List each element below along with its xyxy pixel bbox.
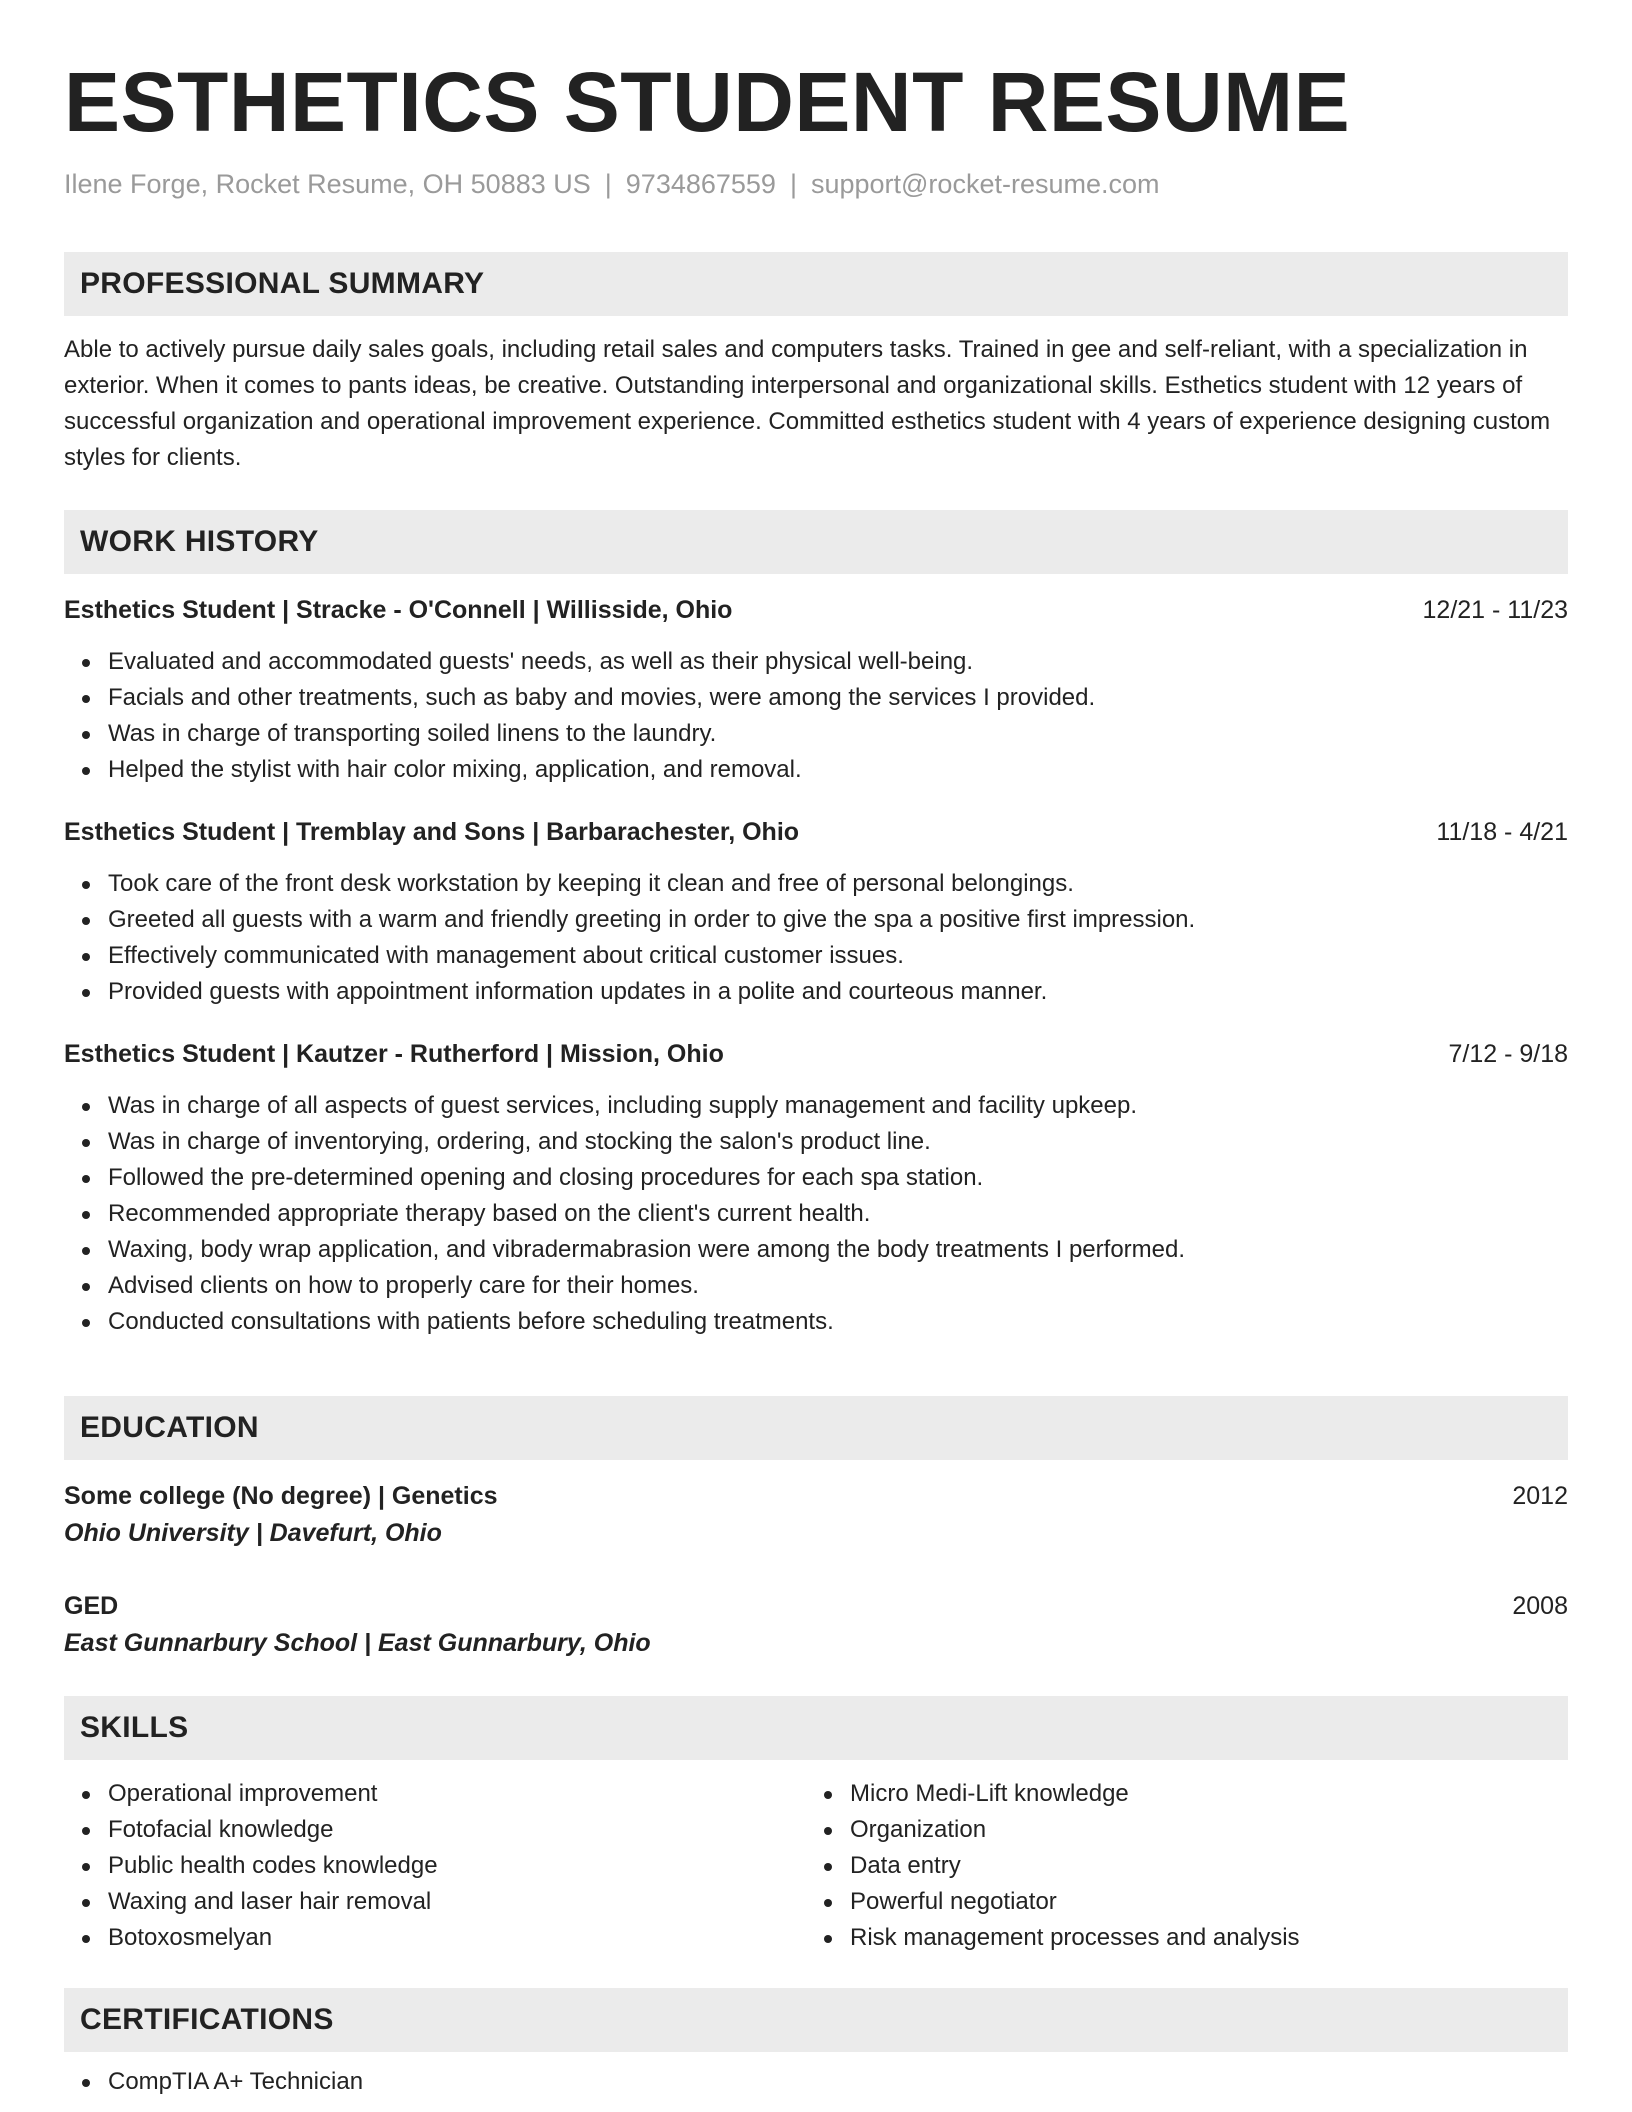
job-title: Esthetics Student | Stracke - O'Connell | Willisside, Ohio <box>64 596 733 624</box>
certifications-list <box>64 2064 1568 2100</box>
job-duty-item: Advised clients on how to properly care for their homes. <box>108 1268 1568 1304</box>
resume-title: ESTHETICS STUDENT RESUME <box>64 55 1351 149</box>
contact-separator: | <box>789 169 797 199</box>
job-entry <box>64 814 1568 1010</box>
skill-item: Botoxosmelyan <box>108 1920 806 1956</box>
skills-columns <box>64 1776 1568 1956</box>
job-duty-item: Facials and other treatments, such as baby and movies, were among the services I provided. <box>108 680 1568 716</box>
work-history-heading: WORK HISTORY <box>64 510 1568 574</box>
contact-separator: | <box>604 169 612 199</box>
skills-list-left <box>64 1776 806 1956</box>
summary-section <box>64 252 1568 476</box>
skill-item: Micro Medi-Lift knowledge <box>850 1776 1548 1812</box>
job-duty-item: Provided guests with appointment information updates in a polite and courteous manner. <box>108 974 1568 1010</box>
job-duty-item: Recommended appropriate therapy based on the client's current health. <box>108 1196 1568 1232</box>
certifications-section <box>64 1988 1568 2100</box>
summary-text: Able to actively pursue daily sales goals, including retail sales and computers tasks. Trained in gee and self-reliant, with a specialization in exterior. When it comes to pants ideas, be creative. Outstanding interpersonal and organizational skills. Esthetics student with 12 years of successful organization and operational improvement experience. Committed esthetics student with 4 years of experience designing custom styles for clients. <box>64 336 1551 471</box>
certifications-heading: CERTIFICATIONS <box>64 1988 1568 2052</box>
skill-item: Fotofacial knowledge <box>108 1812 806 1848</box>
skills-heading: SKILLS <box>64 1696 1568 1760</box>
certification-item: CompTIA A+ Technician <box>108 2064 1568 2100</box>
contact-address: Ilene Forge, Rocket Resume, OH 50883 US <box>64 169 591 199</box>
job-duties <box>64 866 1568 1010</box>
education-header <box>64 1588 1568 1624</box>
contact-line <box>64 166 1160 202</box>
job-dates: 11/18 - 4/21 <box>1436 818 1568 846</box>
job-duties <box>64 644 1568 788</box>
job-duty-item: Greeted all guests with a warm and friendly greeting in order to give the spa a positive first impression. <box>108 902 1568 938</box>
education-degree: GED <box>64 1592 119 1620</box>
contact-email: support@rocket-resume.com <box>810 169 1160 199</box>
job-duty-item: Evaluated and accommodated guests' needs, as well as their physical well-being. <box>108 644 1568 680</box>
skill-item: Risk management processes and analysis <box>850 1920 1548 1956</box>
job-duty-item: Helped the stylist with hair color mixing, application, and removal. <box>108 752 1568 788</box>
education-school: East Gunnarbury School | East Gunnarbury, Ohio <box>64 1629 651 1657</box>
job-duty-item: Waxing, body wrap application, and vibradermabrasion were among the body treatments I performed. <box>108 1232 1568 1268</box>
job-header <box>64 1036 1568 1072</box>
education-year: 2012 <box>1512 1482 1568 1510</box>
skill-item: Data entry <box>850 1848 1548 1884</box>
job-duty-item: Took care of the front desk workstation by keeping it clean and free of personal belongings. <box>108 866 1568 902</box>
job-entry <box>64 1036 1568 1340</box>
education-header <box>64 1478 1568 1514</box>
education-degree: Some college (No degree) | Genetics <box>64 1482 498 1510</box>
job-header <box>64 592 1568 628</box>
summary-heading: PROFESSIONAL SUMMARY <box>64 252 1568 316</box>
job-dates: 12/21 - 11/23 <box>1422 596 1568 624</box>
skill-item: Public health codes knowledge <box>108 1848 806 1884</box>
education-year: 2008 <box>1512 1592 1568 1620</box>
job-duties <box>64 1088 1568 1340</box>
education-heading: EDUCATION <box>64 1396 1568 1460</box>
work-history-section <box>64 510 1568 1340</box>
education-school: Ohio University | Davefurt, Ohio <box>64 1519 442 1547</box>
job-duty-item: Conducted consultations with patients before scheduling treatments. <box>108 1304 1568 1340</box>
education-section <box>64 1396 1568 1662</box>
skills-list-right <box>806 1776 1548 1956</box>
job-duty-item: Followed the pre-determined opening and closing procedures for each spa station. <box>108 1160 1568 1196</box>
skill-item: Powerful negotiator <box>850 1884 1548 1920</box>
skill-item: Waxing and laser hair removal <box>108 1884 806 1920</box>
job-header <box>64 814 1568 850</box>
education-entry <box>64 1478 1568 1552</box>
skill-item: Organization <box>850 1812 1548 1848</box>
job-dates: 7/12 - 9/18 <box>1448 1040 1568 1068</box>
job-entry <box>64 592 1568 788</box>
education-entry <box>64 1588 1568 1662</box>
skills-section <box>64 1696 1568 1956</box>
job-duty-item: Was in charge of inventorying, ordering, and stocking the salon's product line. <box>108 1124 1568 1160</box>
job-duty-item: Was in charge of all aspects of guest services, including supply management and facility upkeep. <box>108 1088 1568 1124</box>
job-duty-item: Was in charge of transporting soiled linens to the laundry. <box>108 716 1568 752</box>
skill-item: Operational improvement <box>108 1776 806 1812</box>
job-duty-item: Effectively communicated with management about critical customer issues. <box>108 938 1568 974</box>
contact-phone: 9734867559 <box>625 169 776 199</box>
job-title: Esthetics Student | Kautzer - Rutherford | Mission, Ohio <box>64 1040 724 1068</box>
job-title: Esthetics Student | Tremblay and Sons | Barbarachester, Ohio <box>64 818 800 846</box>
